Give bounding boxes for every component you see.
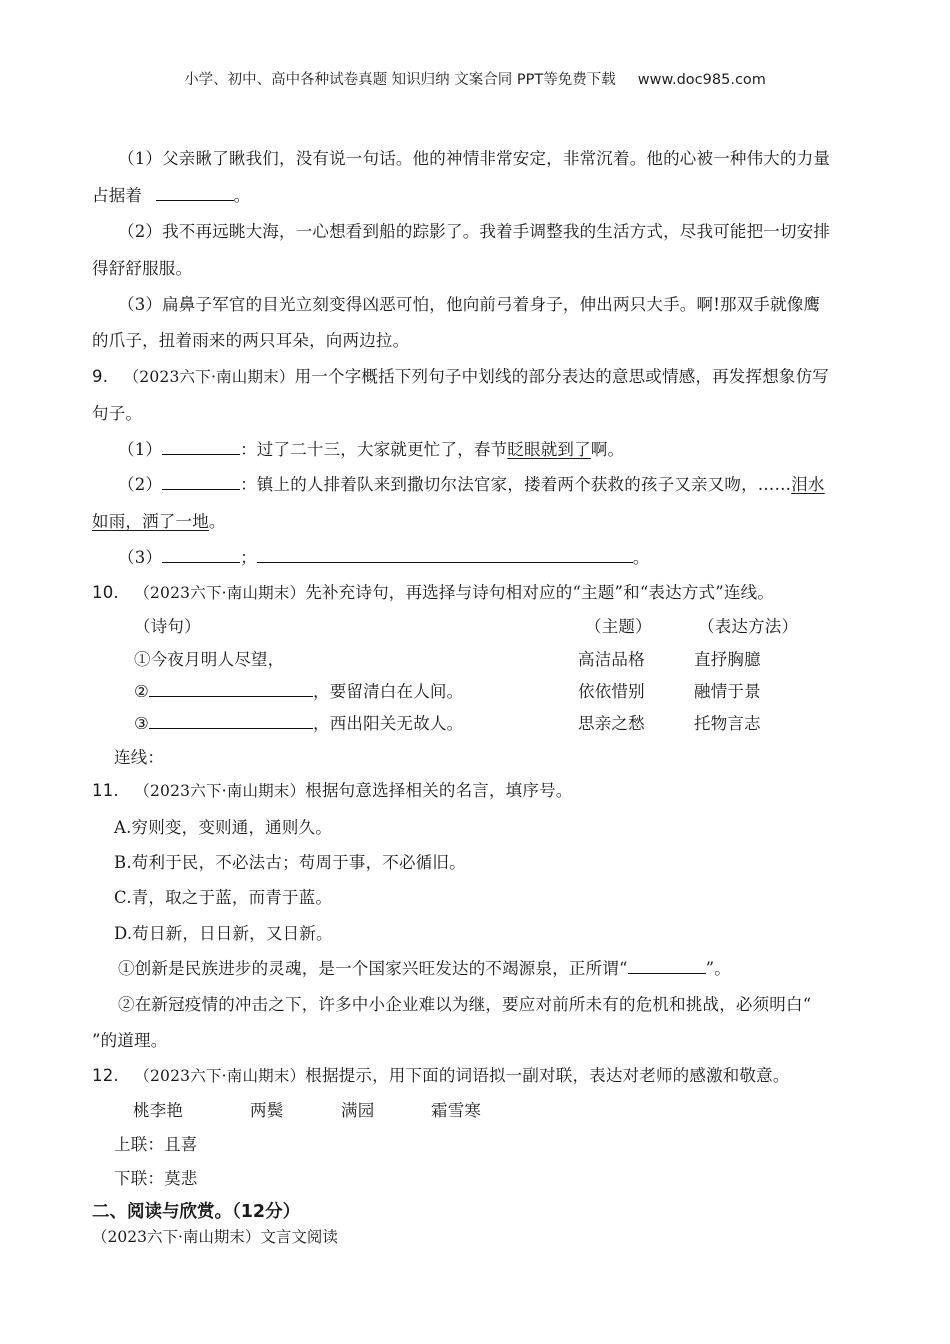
q9-i2-underlined-2: 如雨，洒了一地	[92, 512, 209, 531]
q10-col-method: （表达方法）	[698, 617, 799, 636]
q9-i3-blank-1[interactable]	[162, 546, 240, 563]
q9-stem-text: 用一个字概括下列句子中划线的部分表达的意思或情感，再发挥想象仿写	[294, 367, 829, 386]
q9-i1-text: ：过了二十三，大家就更忙了，春节	[240, 440, 508, 459]
page-header	[0, 68, 950, 89]
q10-row-2-blank[interactable]	[149, 680, 313, 697]
q9-i1-blank[interactable]	[162, 438, 240, 455]
q10-row-2-method[interactable]: 融情于景	[694, 682, 761, 701]
q10-row-2-poem	[134, 678, 463, 702]
q9-i3-blank-2[interactable]	[257, 546, 633, 563]
q10-row-2-poem-text: ，要留清白在人间。	[313, 682, 464, 701]
q10-row-3-poem	[134, 710, 463, 734]
q9-i3-sep: ；	[240, 548, 257, 567]
q10-row-3-poem-text: ，西出阳关无故人。	[313, 714, 464, 733]
q10-row-3-theme[interactable]: 思亲之愁	[578, 714, 645, 733]
q12-source: （2023六下·南山期末）	[134, 1067, 306, 1085]
q11-option-c: C.青，取之于蓝，而青于蓝。	[114, 888, 333, 907]
q11-option-d: D.苟日新，日日新，又日新。	[114, 924, 333, 943]
q12-lower: 下联：莫悲	[114, 1169, 198, 1188]
q11-number: 11.	[92, 781, 119, 800]
q9-stem-line2: 句子。	[92, 404, 143, 423]
q8-s3-line1: （3）扁鼻子军官的目光立刻变得凶恶可怕，他向前弓着身子，伸出两只大手。啊!那双手就像鹰	[118, 295, 821, 314]
q9-i2-underlined-1: 泪水	[791, 475, 825, 494]
q10-source: （2023六下·南山期末）	[134, 584, 306, 602]
q9-i3-end: 。	[632, 548, 650, 567]
header-url[interactable]: www.doc985.com	[637, 72, 766, 88]
q12-stem	[92, 1062, 790, 1086]
q11-sentence-2-line2: ”的道理。	[92, 1031, 168, 1050]
q12-word-3: 满园	[341, 1101, 375, 1120]
q12-stem-text: 根据提示，用下面的词语拟一副对联，表达对老师的感激和敬意。	[305, 1066, 790, 1085]
q10-col-theme: （主题）	[585, 617, 652, 636]
q12-word-1: 桃李艳	[133, 1101, 184, 1120]
q8-s2-line2: 得舒舒服服。	[92, 259, 193, 278]
q10-stem-text: 先补充诗句，再选择与诗句相对应的“主题”和“表达方式”连线。	[305, 583, 775, 602]
q8-s3-line2: 的爪子，扭着雨来的两只耳朵，向两边拉。	[92, 331, 410, 350]
q12-upper: 上联：且喜	[114, 1135, 198, 1154]
q9-source: （2023六下·南山期末）	[123, 368, 295, 386]
q10-row-1-poem	[134, 646, 284, 670]
q11-source: （2023六下·南山期末）	[134, 782, 306, 800]
q9-i2-post: 。	[208, 512, 226, 531]
q10-row-3-blank[interactable]	[149, 712, 313, 729]
section-2-title: 二、阅读与欣赏。（12分）	[92, 1202, 301, 1222]
q9-stem-line1	[92, 363, 829, 387]
q10-row-3-num: ③	[134, 714, 149, 733]
q11-sentence-2-line1: ②在新冠疫情的冲击之下，许多中小企业难以为继，要应对前所未有的危机和挑战，必须明白“	[118, 995, 812, 1014]
q9-number: 9.	[92, 367, 109, 386]
q11-s1-text: ①创新是民族进步的灵魂，是一个国家兴旺发达的不竭源泉，正所谓“	[118, 959, 628, 978]
q11-option-a: A.穷则变，变则通，通则久。	[114, 818, 332, 837]
q9-i1-label: （1）	[118, 440, 163, 459]
q8-s1-post: 。	[233, 186, 251, 205]
q9-i2-text: ：镇上的人排着队来到撒切尔法官家，搂着两个获救的孩子又亲又吻，……	[240, 475, 792, 494]
q9-i1-post: 啊。	[590, 440, 625, 459]
q10-row-2-num: ②	[134, 682, 149, 701]
q8-s1-pre: 占据着	[92, 186, 143, 205]
q9-item-1	[118, 436, 624, 460]
q11-s1-blank[interactable]	[628, 957, 706, 974]
q8-s2-line1: （2）我不再远眺大海，一心想看到船的踪影了。我着手调整我的生活方式，尽我可能把一切安排	[118, 222, 831, 241]
q9-i1-underlined: 眨眼就到了	[507, 440, 591, 459]
q10-number: 10.	[92, 583, 119, 602]
q9-i3-label: （3）	[118, 548, 163, 567]
q10-row-1-theme[interactable]: 高洁品格	[578, 650, 645, 669]
q9-item-2-line2	[92, 508, 226, 532]
q8-s1-blank[interactable]	[156, 184, 234, 201]
q11-stem-text: 根据句意选择相关的名言，填序号。	[305, 781, 573, 800]
q12-word-2: 两鬓	[250, 1101, 284, 1120]
header-text: 小学、初中、高中各种试卷真题 知识归纳 文案合同 PPT等免费下载	[184, 72, 616, 88]
q11-s1-post: ”。	[705, 959, 731, 978]
q10-row-3-method[interactable]: 托物言志	[694, 714, 761, 733]
q9-i2-blank[interactable]	[162, 473, 240, 490]
q10-stem	[92, 579, 774, 603]
q10-col-poem: （诗句）	[134, 617, 201, 636]
section-2-subtitle: （2023六下·南山期末）文言文阅读	[92, 1228, 338, 1246]
q10-row-1-method[interactable]: 直抒胸臆	[694, 650, 761, 669]
q11-sentence-1	[118, 955, 731, 979]
q10-row-1-poem-text: ①今夜月明人尽望，	[134, 650, 285, 669]
q11-option-b: B.苟利于民，不必法古；苟周于事，不必循旧。	[114, 853, 466, 872]
q10-link-label: 连线：	[114, 748, 165, 767]
q11-stem	[92, 777, 572, 801]
q8-s1-line2	[92, 182, 250, 206]
q8-s1-line1: （1）父亲瞅了瞅我们，没有说一句话。他的神情非常安定，非常沉着。他的心被一种伟大的力量	[118, 149, 831, 168]
q9-i2-label: （2）	[118, 475, 163, 494]
q10-row-2-theme[interactable]: 依依惜别	[578, 682, 645, 701]
q9-item-2-line1	[118, 471, 825, 495]
q12-number: 12.	[92, 1066, 119, 1085]
q12-word-4: 霜雪寒	[431, 1101, 482, 1120]
q9-item-3	[118, 544, 650, 568]
